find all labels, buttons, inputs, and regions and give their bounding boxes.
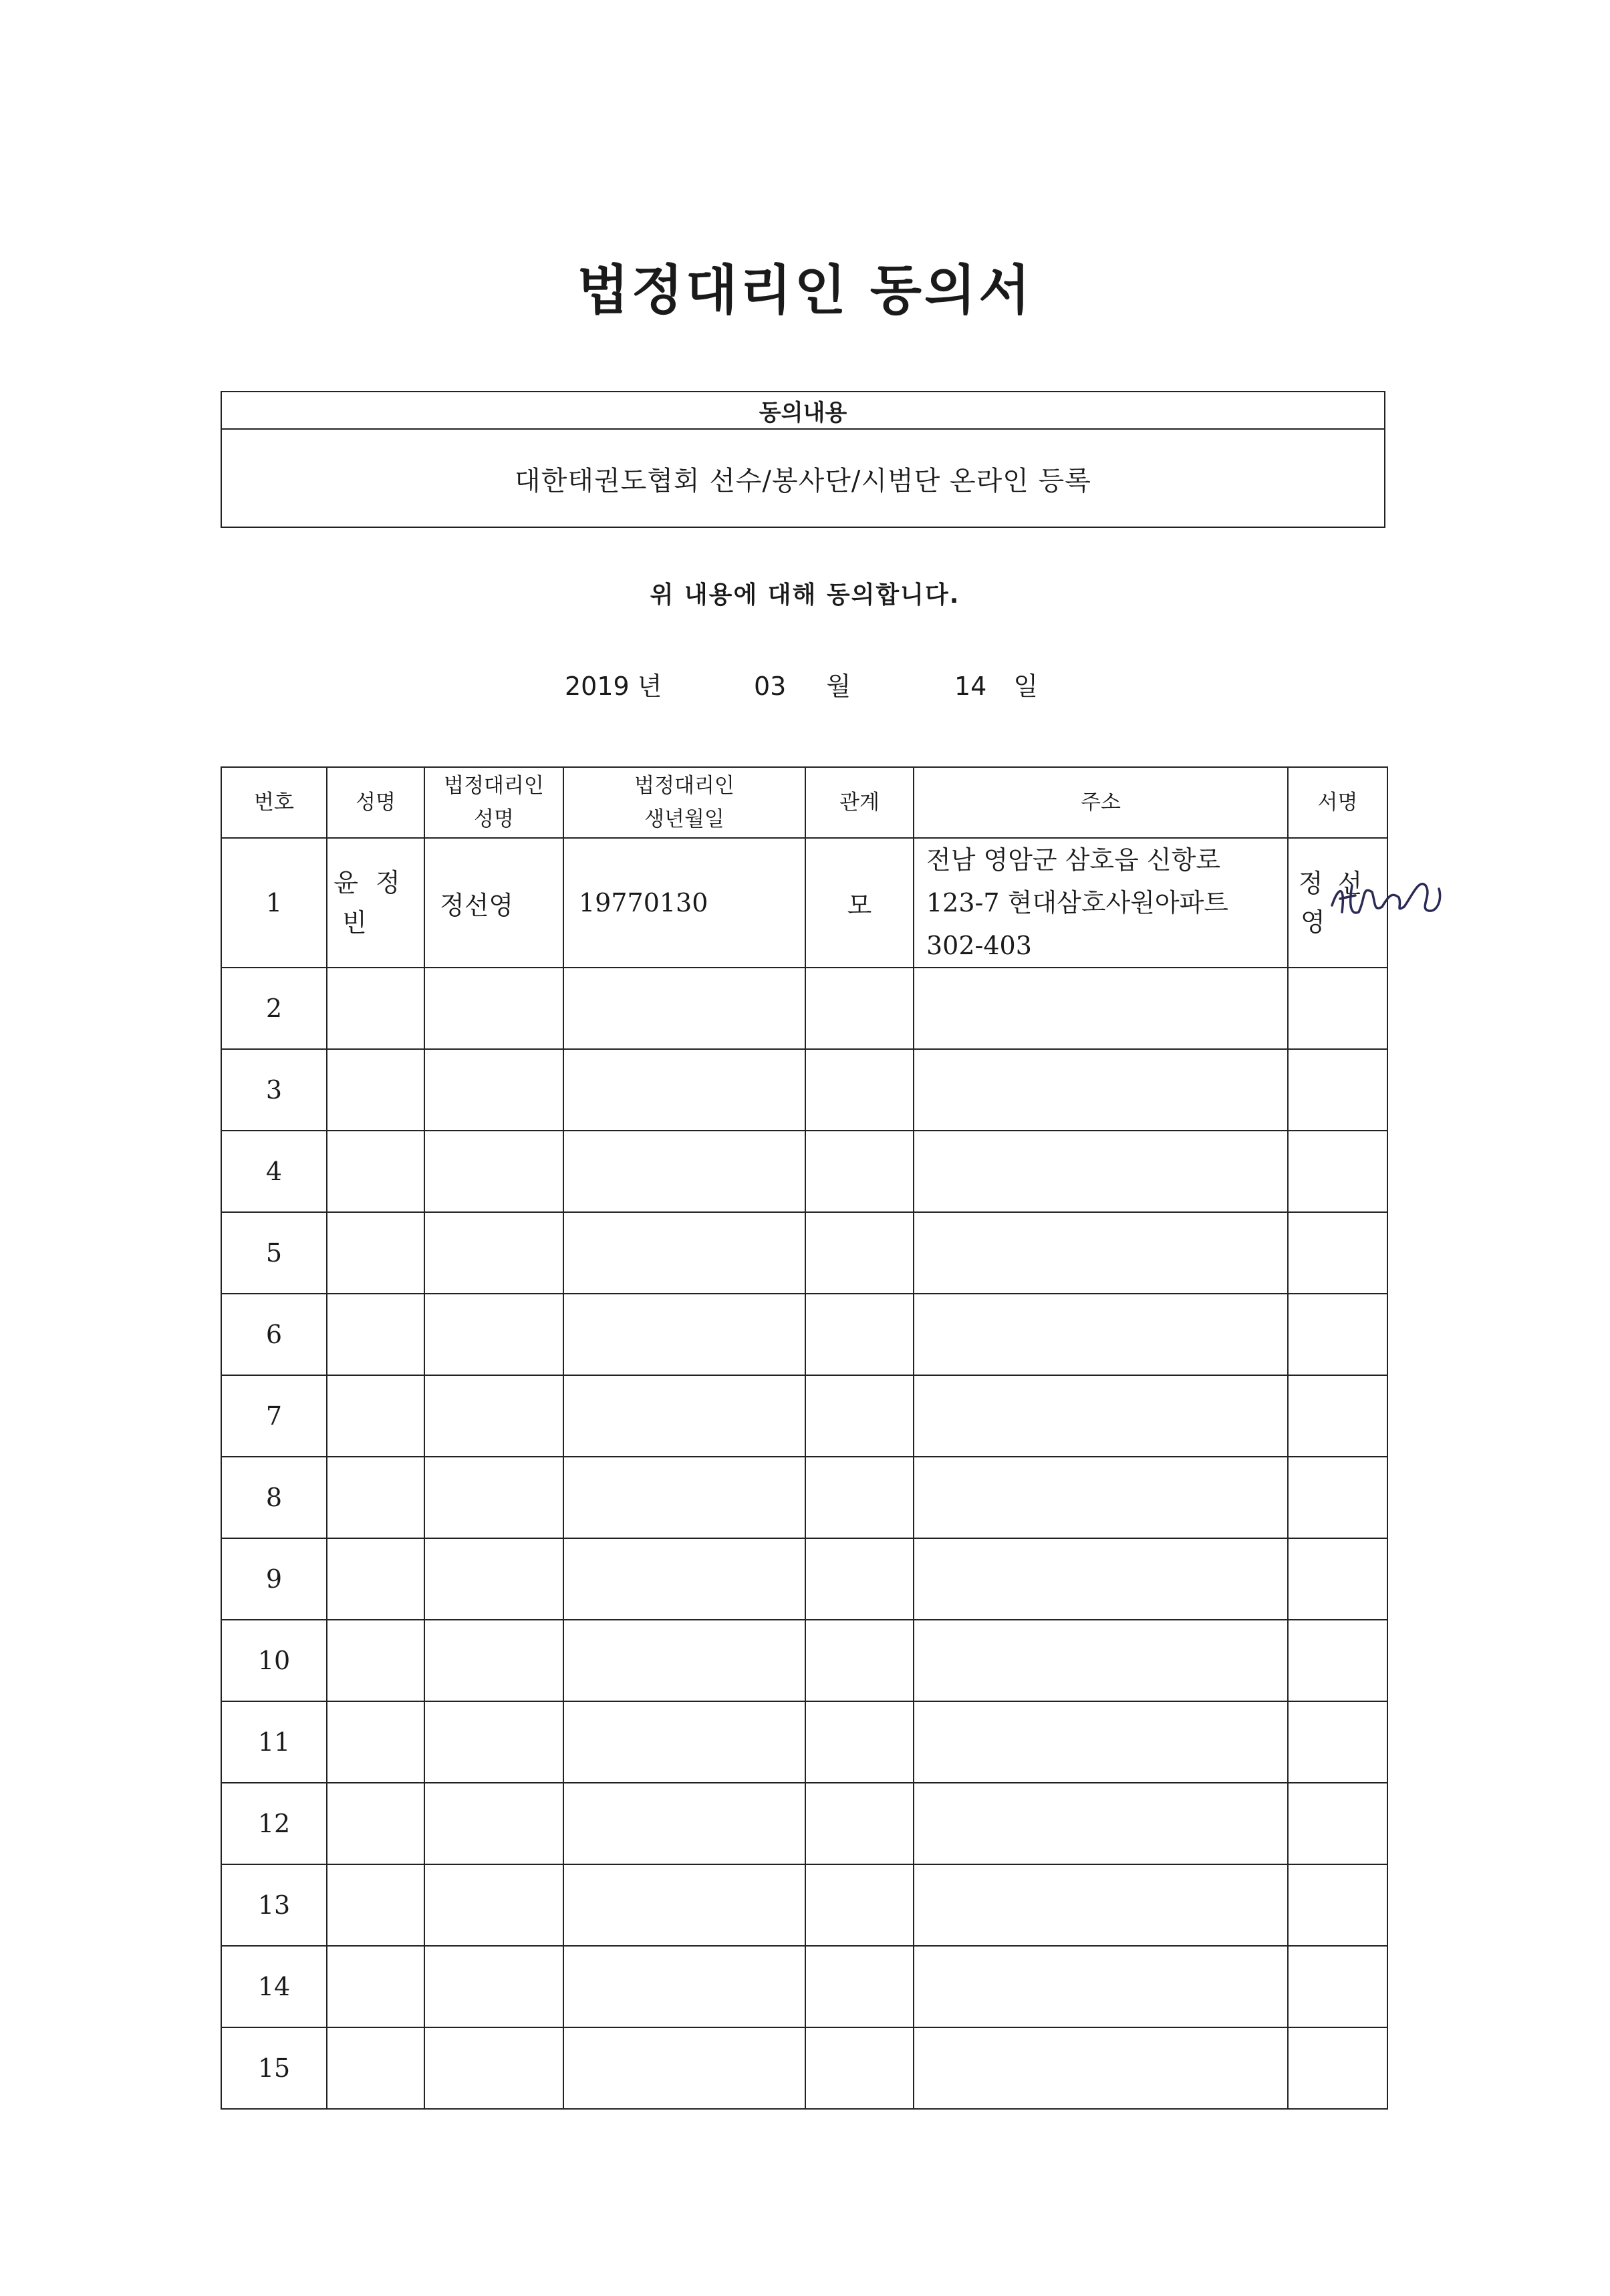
header-guardian-name — [424, 767, 563, 838]
row-number: 15 — [221, 2027, 327, 2109]
table-row — [221, 1783, 1387, 1864]
header-guardian-birth — [563, 767, 805, 838]
table-row — [221, 1131, 1387, 1212]
table-row — [221, 2027, 1387, 2109]
table-row — [221, 1212, 1387, 1294]
table-row — [221, 1701, 1387, 1783]
row-number: 10 — [221, 1620, 327, 1701]
agree-statement: 위 내용에 대해 동의합니다. — [650, 581, 960, 609]
row-number: 12 — [221, 1783, 327, 1864]
address-line3: 302-403 — [926, 931, 1032, 960]
table-row — [221, 1864, 1387, 1946]
table-row — [221, 1457, 1387, 1538]
table-row — [221, 1294, 1387, 1375]
table-row — [221, 1538, 1387, 1620]
registration-table — [221, 766, 1388, 2110]
member-name-line1: 윤정 — [333, 868, 418, 897]
date-month-unit: 월 — [826, 672, 851, 701]
relation: 모 — [805, 838, 914, 968]
row-number: 6 — [221, 1294, 327, 1375]
header-relation: 관계 — [805, 767, 914, 838]
header-signature: 서명 — [1288, 767, 1387, 838]
row-number: 2 — [221, 968, 327, 1049]
member-name-line2: 빈 — [342, 908, 384, 938]
signature-name-line2: 영 — [1301, 907, 1340, 937]
row-number: 7 — [221, 1375, 327, 1457]
address-line1: 전남 영암군 삼호읍 신항로 — [926, 845, 1221, 875]
address — [914, 838, 1288, 968]
table-row — [221, 1375, 1387, 1457]
row-number: 14 — [221, 1946, 327, 2027]
header-guardian-name-line1: 법정대리인 — [444, 774, 544, 798]
row-number: 9 — [221, 1538, 327, 1620]
table-row — [221, 838, 1387, 968]
table-row — [221, 968, 1387, 1049]
guardian-birth: 19770130 — [563, 838, 805, 968]
date-year — [565, 666, 662, 702]
date-day-value: 14 — [954, 672, 987, 701]
date-day-unit: 일 — [1013, 672, 1039, 701]
table-row — [221, 1049, 1387, 1131]
row-number: 3 — [221, 1049, 327, 1131]
header-number: 번호 — [221, 767, 327, 838]
header-address: 주소 — [914, 767, 1288, 838]
document-title: 법정대리인 동의서 — [577, 259, 1033, 321]
address-line2: 123-7 현대삼호사원아파트 — [926, 888, 1228, 917]
member-name — [327, 838, 424, 968]
header-guardian-birth-line2: 생년월일 — [644, 807, 724, 831]
signature-cell — [1288, 838, 1387, 968]
consent-box — [221, 391, 1385, 528]
table-header-row — [221, 767, 1387, 838]
handwritten-signature — [1325, 859, 1446, 932]
date-day — [954, 666, 1038, 702]
row-number: 13 — [221, 1864, 327, 1946]
date-month-value: 03 — [754, 672, 787, 701]
row-number: 1 — [221, 838, 327, 968]
row-number: 11 — [221, 1701, 327, 1783]
header-name: 성명 — [327, 767, 424, 838]
header-guardian-name-line2: 성명 — [474, 807, 514, 831]
row-number: 5 — [221, 1212, 327, 1294]
header-guardian-birth-line1: 법정대리인 — [634, 774, 734, 798]
date-year-value: 2019 — [565, 672, 630, 701]
row-number: 8 — [221, 1457, 327, 1538]
table-row — [221, 1620, 1387, 1701]
signature-name-line1: 정선 — [1298, 869, 1377, 898]
date-year-unit: 년 — [637, 672, 662, 701]
row-number: 4 — [221, 1131, 327, 1212]
guardian-name: 정선영 — [424, 838, 563, 968]
consent-content: 대한태권도협회 선수/봉사단/시범단 온라인 등록 — [515, 466, 1091, 496]
consent-header: 동의내용 — [222, 392, 1384, 430]
table-row — [221, 1946, 1387, 2027]
date-month — [754, 666, 851, 702]
